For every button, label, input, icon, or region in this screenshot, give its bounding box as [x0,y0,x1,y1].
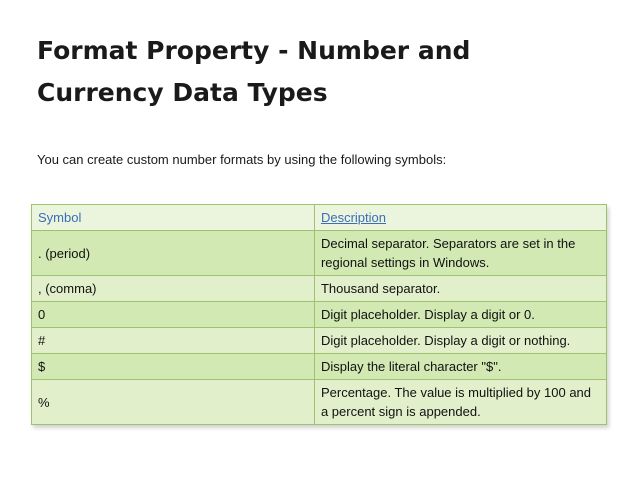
header-description: Description [314,205,606,231]
table-row [32,328,607,354]
symbol-cell: % [32,380,315,425]
title-line-2: Currency Data Types [37,78,328,107]
description-cell: Decimal separator. Separators are set in the regional settings in Windows. [314,231,606,276]
table-row [32,231,607,276]
table-row [32,302,607,328]
description-cell: Digit placeholder. Display a digit or nothing. [314,328,606,354]
symbol-cell: , (comma) [32,276,315,302]
table-row [32,276,607,302]
description-cell: Percentage. The value is multiplied by 100 and a percent sign is appended. [314,380,606,425]
format-symbols-table [31,204,607,425]
header-symbol: Symbol [32,205,315,231]
slide-title [37,30,597,114]
description-cell: Thousand separator. [314,276,606,302]
table-row [32,354,607,380]
intro-text: You can create custom number formats by using the following symbols: [37,152,447,167]
description-cell: Display the literal character "$". [314,354,606,380]
description-cell: Digit placeholder. Display a digit or 0. [314,302,606,328]
symbol-cell: 0 [32,302,315,328]
symbol-cell: . (period) [32,231,315,276]
table-header-row [32,205,607,231]
symbol-cell: $ [32,354,315,380]
title-line-1: Format Property - Number and [37,36,471,65]
symbol-cell: # [32,328,315,354]
table-row [32,380,607,425]
